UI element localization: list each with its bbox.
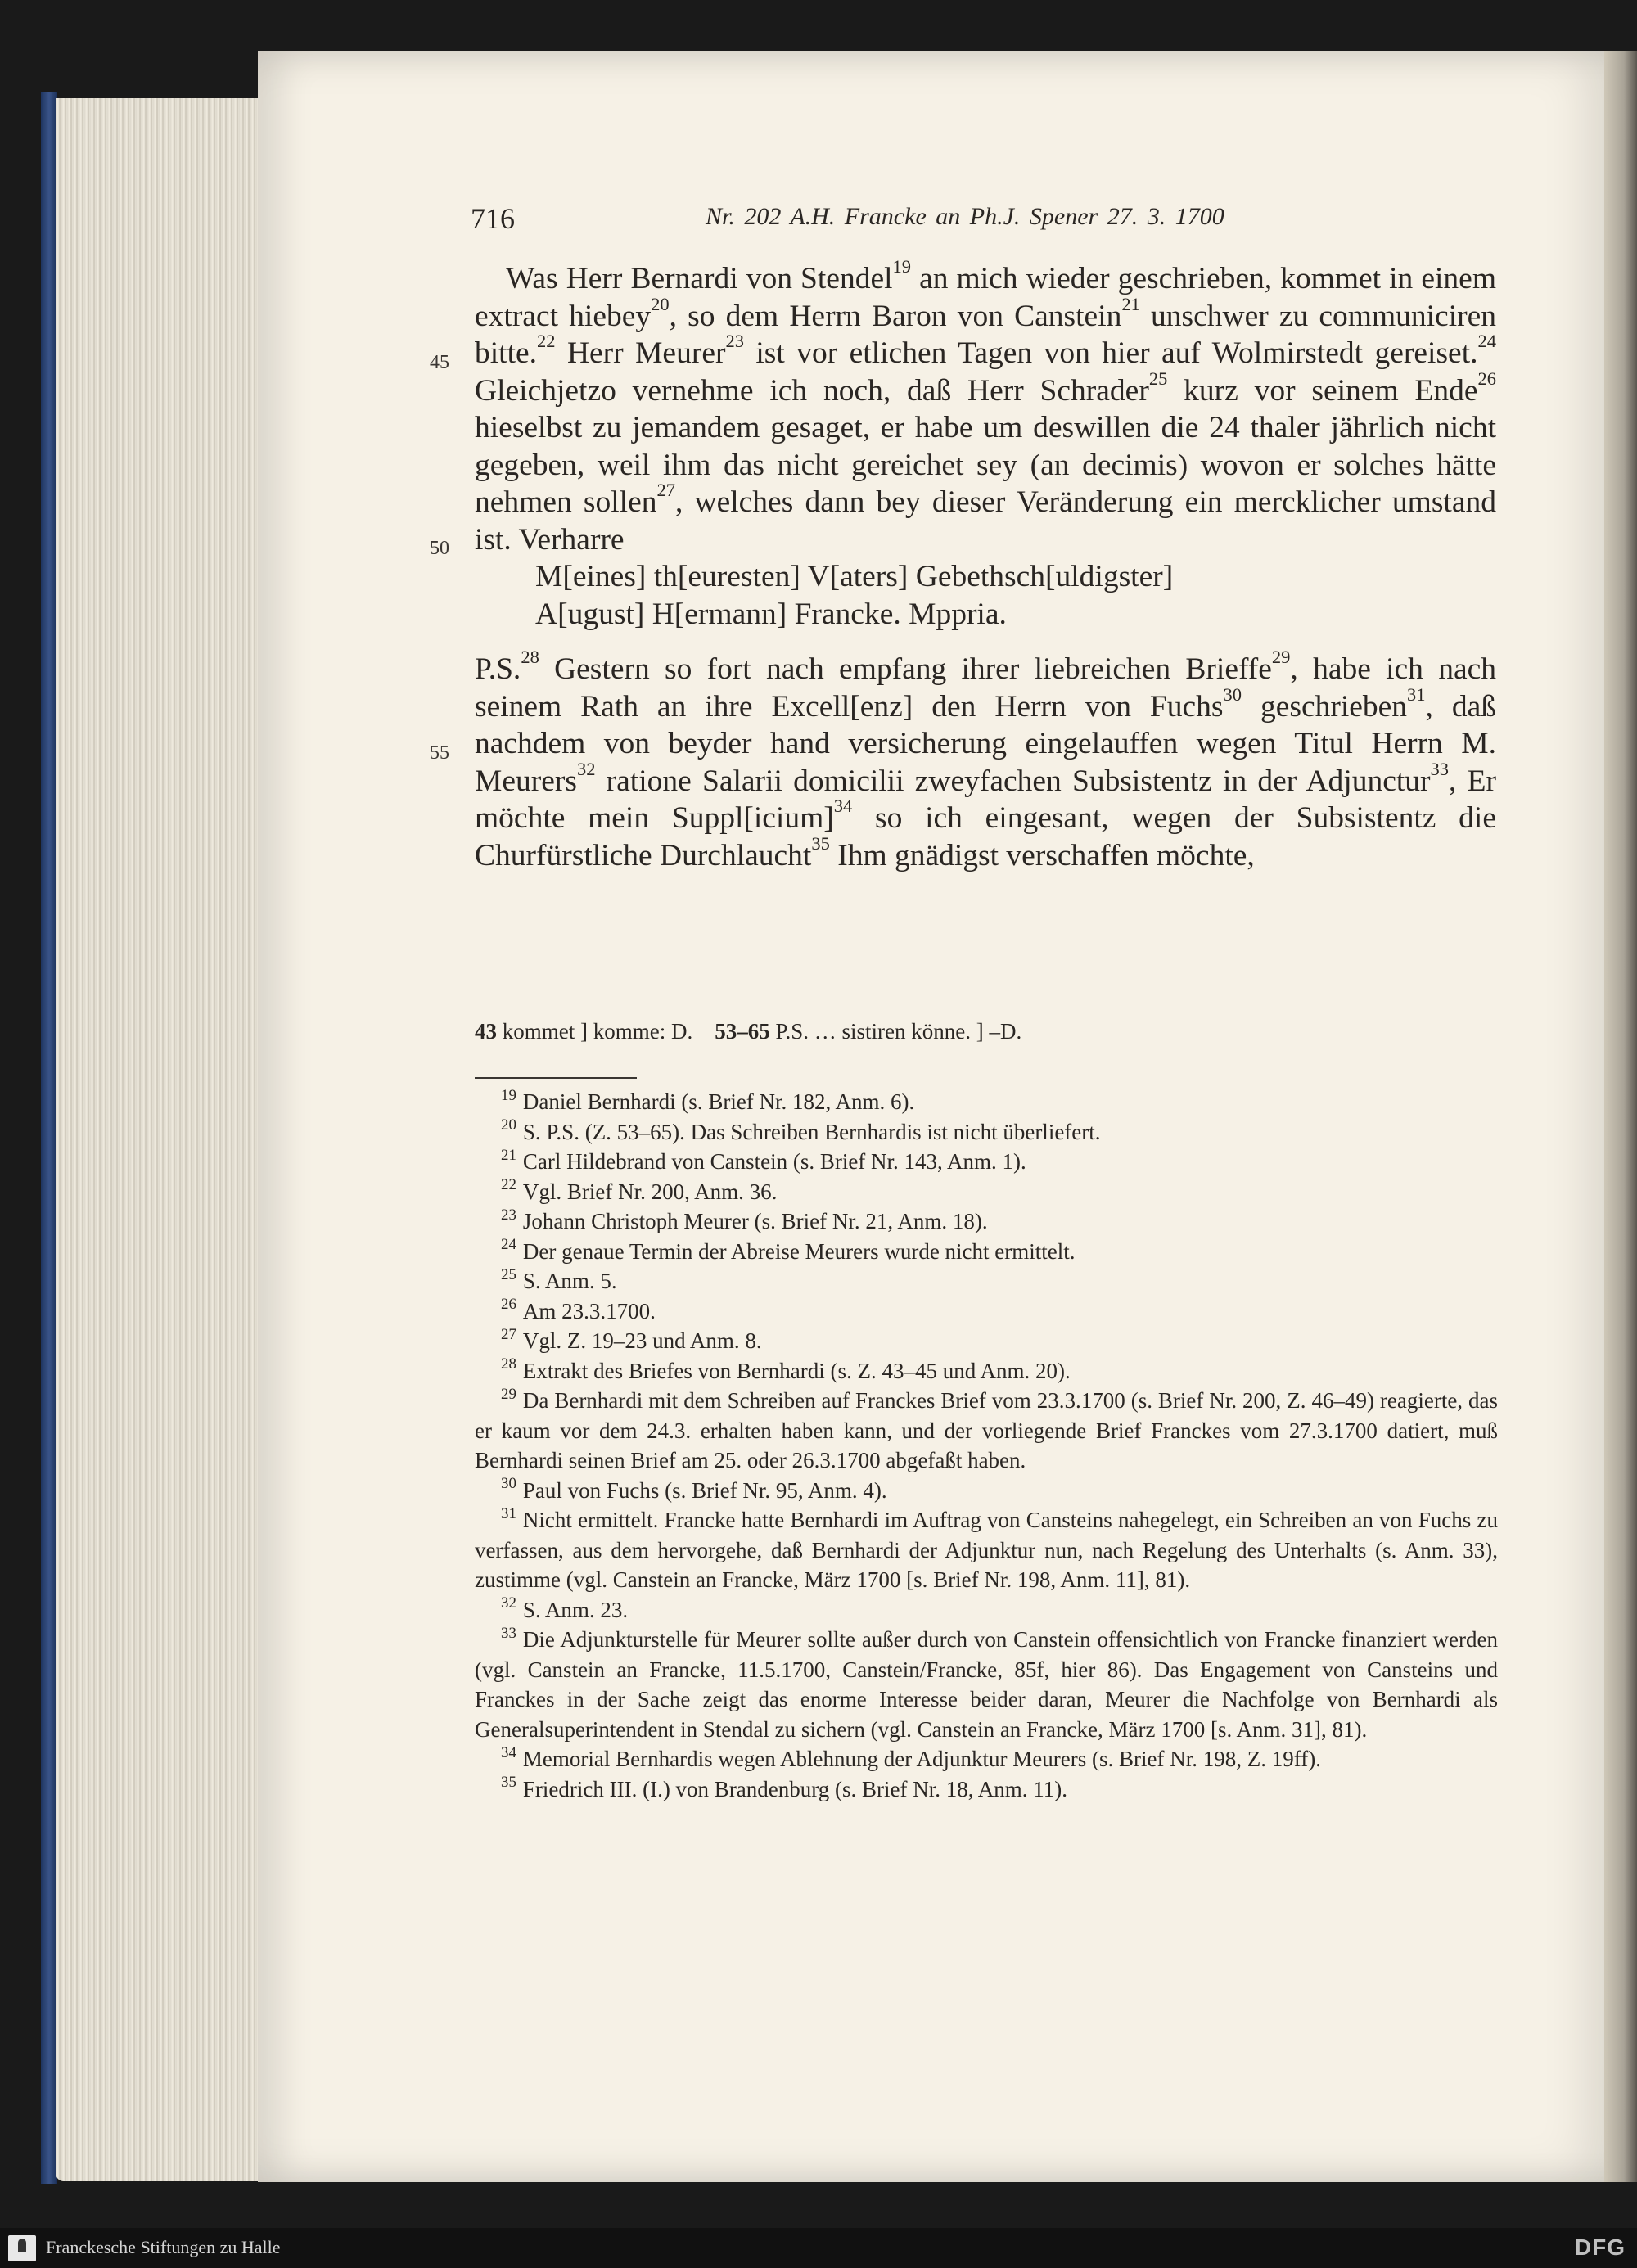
footnote: $^{25}$ S. Anm. 5.: [501, 1265, 617, 1293]
footnote: $^{22}$ Vgl. Brief Nr. 200, Anm. 36.: [501, 1176, 778, 1204]
dfg-logo: DFG: [1574, 2234, 1626, 2260]
footnote-separator: [475, 1077, 637, 1079]
footnote: $^{20}$ S. P.S. (Z. 53–65). Das Schreiben Bernhardis ist nicht überliefert.: [501, 1116, 1101, 1144]
book-spine: [41, 92, 57, 2184]
footnotes: [475, 1087, 1498, 1804]
footnote: $^{33}$ Die Adjunkturstelle für Meurer sollte außer durch von Canstein offensichtlich von Francke finanziert werden (vgl. Canstein an Francke, 11.5.1700, Canstein/Francke, 85f, hier 86). Das Engagement von Cansteins und Franckes in der Sache zeigt das enorme Interesse beider daran, Meurer die Nachfolge von Bernhardi als Generalsuperintendent in Stendal zu sichern (vgl. Canstein an Francke, März 1700 [s. Anm. 31], 81).: [475, 1624, 1498, 1742]
footnote: $^{34}$ Memorial Bernhardis wegen Ablehnung der Adjunktur Meurers (s. Brief Nr. 198, Z. 19ff).: [501, 1743, 1321, 1771]
closing-line: M[eines] th[euresten] V[aters] Gebethsch[uldigster]: [535, 560, 1174, 593]
line-number: 45: [430, 352, 449, 373]
line-number: 55: [430, 742, 449, 764]
letter-paragraph: Was Herr Bernardi von Stendel$^{19}$ an mich wieder geschrieben, kommet in einem extract hiebey$^{20}$, so dem Herrn Baron von Canstein$^{21}$ unschwer zu communiciren bitte.$^{22}$ Herr Meurer$^{23}$ ist vor etlichen Tagen von hier auf Wolmirstedt gereiset.$^{24}$ Gleichjetzo vernehme ich noch, daß Herr Schrader$^{25}$ kurz vor seinem Ende$^{26}$ hieselbst zu jemandem gesaget, er habe um deswillen die 24 thaler jährlich nicht gegeben, weil ihm das nicht gereichet sey (an decimis) wovon er solches hätte nehmen sollen$^{27}$, welches dann bey dieser Veränderung ein mercklicher umstand ist. Verharre: [475, 255, 1497, 557]
footnote: $^{21}$ Carl Hildebrand von Canstein (s. Brief Nr. 143, Anm. 1).: [501, 1146, 1026, 1174]
footnote: $^{24}$ Der genaue Termin der Abreise Meurers wurde nicht ermittelt.: [501, 1236, 1076, 1264]
footnote: $^{35}$ Friedrich III. (I.) von Brandenburg (s. Brief Nr. 18, Anm. 11).: [501, 1774, 1068, 1801]
footnote: $^{26}$ Am 23.3.1700.: [501, 1296, 656, 1323]
critical-apparatus: 43 kommet ] komme: D. 53–65 P.S. … sistiren könne. ] –D.: [475, 1019, 1022, 1044]
page-header: [471, 201, 1502, 234]
viewer-footer-bar: [0, 2228, 1637, 2268]
footnote: $^{32}$ S. Anm. 23.: [501, 1594, 629, 1622]
institution-logo-icon: [8, 2235, 36, 2261]
page-number: 716: [471, 202, 515, 235]
footnote: $^{19}$ Daniel Bernhardi (s. Brief Nr. 182, Anm. 6).: [501, 1086, 915, 1114]
footnote: $^{27}$ Vgl. Z. 19–23 und Anm. 8.: [501, 1325, 762, 1353]
page-gutter-right: [1604, 51, 1637, 2182]
footnote: $^{28}$ Extrakt des Briefes von Bernhardi (s. Z. 43–45 und Anm. 20).: [501, 1355, 1071, 1383]
footnote: $^{30}$ Paul von Fuchs (s. Brief Nr. 95, Anm. 4).: [501, 1475, 887, 1503]
institution-name: Franckesche Stiftungen zu Halle: [46, 2237, 281, 2257]
page-edges: [56, 98, 270, 2181]
main-text: [475, 255, 1497, 874]
signature-line: A[ugust] H[ermann] Francke. Mppria.: [535, 597, 1007, 631]
footnote: $^{29}$ Da Bernhardi mit dem Schreiben auf Franckes Brief vom 23.3.1700 (s. Brief Nr. 200, Z. 46–49) reagierte, das er kaum vor dem 24.3. erhalten haben kann, und der vorliegende Brief Franckes vom 27.3.1700 datiert, muß Bernhardi seinen Brief am 25. oder 26.3.1700 abgefaßt haben.: [475, 1385, 1498, 1472]
running-title: Nr. 202 A.H. Francke an Ph.J. Spener 27. 3. 1700: [706, 203, 1224, 230]
footnote: $^{23}$ Johann Christoph Meurer (s. Brief Nr. 21, Anm. 18).: [501, 1206, 988, 1233]
postscript-paragraph: P.S.$^{28}$ Gestern so fort nach empfang ihrer liebreichen Brieffe$^{29}$, habe ich nach seinem Rath an ihre Excell[enz] den Herrn von Fuchs$^{30}$ geschrieben$^{31}$, daß nachdem von beyder hand versicherung eingelauffen wegen Titul Herrn M. Meurers$^{32}$ ratione Salarii domicilii zweyfachen Subsistentz in der Adjunctur$^{33}$, Er möchte mein Suppl[icium]$^{34}$ so ich eingesant, wegen der Subsistentz die Churfürstliche Durchlaucht$^{35}$ Ihm gnädigst verschaffen möchte,: [475, 646, 1497, 872]
footnote: $^{31}$ Nicht ermittelt. Francke hatte Bernhardi im Auftrag von Cansteins nahegelegt, ein Schreiben an von Fuchs zu verfassen, aus dem hervorgehe, daß Bernhardi der Adjunktur nun, nach Regelung des Unterhalts (s. Anm. 33), zustimme (vgl. Canstein an Francke, März 1700 [s. Brief Nr. 198, Anm. 11], 81).: [475, 1504, 1498, 1592]
line-number: 50: [430, 538, 449, 559]
